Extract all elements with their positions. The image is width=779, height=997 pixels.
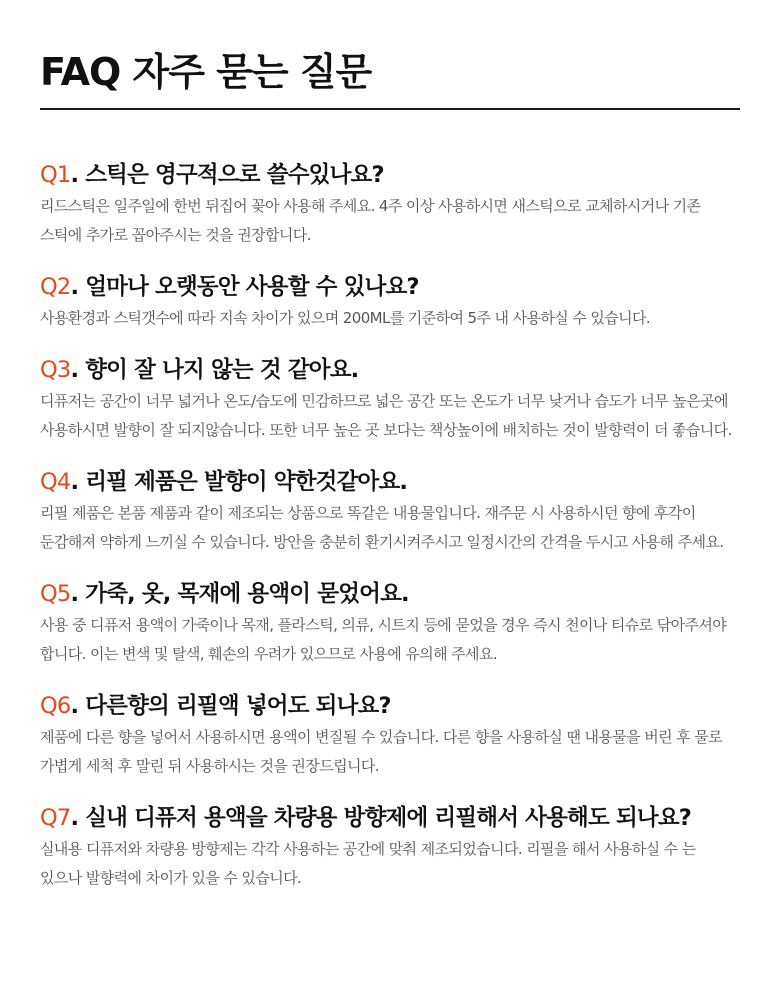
- title-divider: [40, 108, 740, 110]
- faq-answer: 실내용 디퓨저와 차량용 방향제는 각각 사용하는 공간에 맞춰 제조되었습니다. 리필을 해서 사용하실 수 는 있으나 발향력에 차이가 있을 수 있습니다.: [40, 840, 696, 887]
- faq-item-q1: [40, 160, 740, 250]
- question-number: Q7: [40, 805, 71, 831]
- question-text: . 실내 디퓨저 용액을 차량용 방향제에 리필해서 사용해도 되나요?: [70, 805, 692, 831]
- faq-item-q6: [40, 691, 740, 781]
- question-number: Q5: [40, 581, 71, 607]
- question-text: . 향이 잘 나지 않는 것 같아요.: [70, 357, 359, 383]
- faq-item-q7: [40, 803, 740, 893]
- question-text: . 얼마나 오랫동안 사용할 수 있나요?: [70, 274, 419, 300]
- question-number: Q1: [40, 162, 71, 188]
- faq-answer: 제품에 다른 향을 넣어서 사용하시면 용액이 변질될 수 있습니다. 다른 향을 사용하실 땐 내용물을 버린 후 물로 가볍게 세척 후 말린 뒤 사용하시는 것을 권장드립니다.: [40, 728, 723, 775]
- question-text: . 리필 제품은 발향이 약한것같아요.: [70, 469, 408, 495]
- faq-answer: 사용환경과 스틱갯수에 따라 지속 차이가 있으며 200ML를 기준하여 5주 내 사용하실 수 있습니다.: [40, 309, 651, 327]
- faq-question: [40, 803, 740, 833]
- question-text: . 가죽, 옷, 목재에 용액이 묻었어요.: [70, 581, 409, 607]
- question-number: Q4: [40, 469, 71, 495]
- faq-list: [40, 160, 740, 893]
- faq-item-q3: [40, 355, 740, 445]
- faq-item-q4: [40, 467, 740, 557]
- faq-question: [40, 467, 740, 497]
- question-number: Q2: [40, 274, 71, 300]
- question-text: . 스틱은 영구적으로 쓸수있나요?: [70, 162, 384, 188]
- faq-item-q2: [40, 272, 740, 333]
- faq-item-q5: [40, 579, 740, 669]
- faq-question: [40, 355, 740, 385]
- question-number: Q3: [40, 357, 71, 383]
- faq-question: [40, 160, 740, 190]
- faq-answer: 디퓨저는 공간이 너무 넓거나 온도/습도에 민감하므로 넓은 공간 또는 온도가 너무 낮거나 습도가 너무 높은곳에 사용하시면 발향이 잘 되지않습니다. 또한 너무 높은 곳 보다는 책상높이에 배치하는 것이 발향력이 더 좋습니다.: [40, 392, 732, 439]
- faq-question: [40, 579, 740, 609]
- faq-answer: 리필 제품은 본품 제품과 같이 제조되는 상품으로 똑같은 내용물입니다. 재주문 시 사용하시던 향에 후각이 둔감해져 약하게 느끼실 수 있습니다. 방안을 충분히 환기시켜주시고 일정시간의 간격을 두시고 사용해 주세요.: [40, 504, 724, 551]
- faq-question: [40, 272, 740, 302]
- faq-page: [40, 0, 740, 915]
- question-number: Q6: [40, 693, 71, 719]
- faq-answer: 사용 중 디퓨저 용액이 가죽이나 목재, 플라스틱, 의류, 시트지 등에 묻었을 경우 즉시 천이나 티슈로 닦아주셔야 합니다. 이는 변색 및 탈색, 훼손의 우려가 있으므로 사용에 유의해 주세요.: [40, 616, 727, 663]
- faq-answer: 리드스틱은 일주일에 한번 뒤집어 꽂아 사용해 주세요. 4주 이상 사용하시면 새스틱으로 교체하시거나 기존 스틱에 추가로 꼽아주시는 것을 권장합니다.: [40, 197, 701, 244]
- faq-question: [40, 691, 740, 721]
- question-text: . 다른향의 리필액 넣어도 되나요?: [70, 693, 391, 719]
- page-title: FAQ 자주 묻는 질문: [40, 50, 372, 94]
